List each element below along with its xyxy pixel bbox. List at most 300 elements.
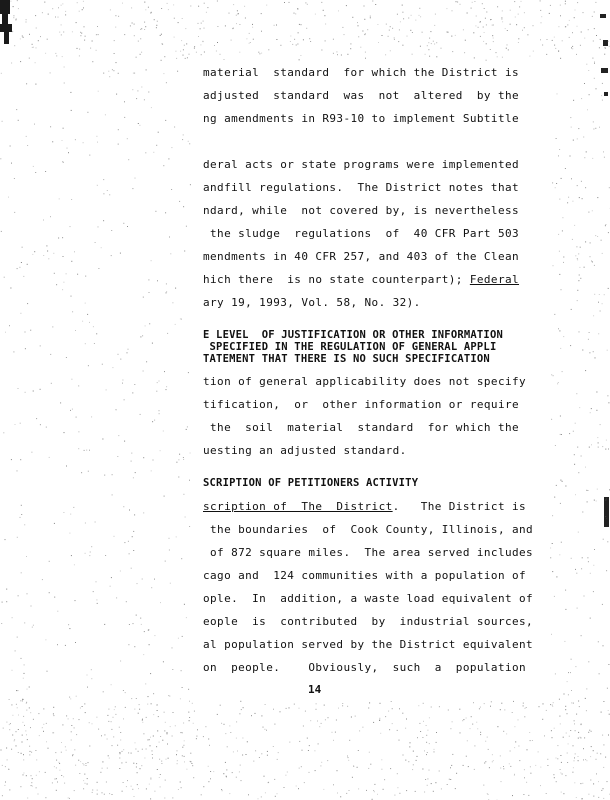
speckle: [66, 357, 67, 358]
speckle: [52, 8, 53, 9]
speckle: [574, 17, 575, 18]
speckle: [249, 43, 250, 44]
speckle: [22, 36, 23, 37]
speckle: [173, 712, 174, 713]
speckle: [556, 485, 557, 486]
speckle: [178, 638, 179, 639]
speckle: [142, 722, 143, 723]
speckle: [575, 730, 576, 731]
speckle: [429, 717, 430, 718]
speckle: [194, 711, 195, 712]
speckle: [146, 717, 147, 718]
speckle: [302, 750, 303, 751]
speckle: [165, 722, 166, 723]
speckle: [50, 354, 51, 355]
speckle: [310, 41, 311, 42]
speckle: [31, 782, 32, 783]
speckle: [68, 624, 69, 625]
speckle: [575, 666, 576, 667]
speckle: [265, 792, 266, 793]
speckle: [149, 784, 150, 785]
speckle: [183, 745, 184, 746]
speckle: [587, 501, 588, 502]
speckle: [135, 472, 136, 473]
speckle: [475, 25, 476, 26]
speckle: [119, 768, 120, 769]
speckle: [429, 743, 430, 744]
speckle: [185, 28, 186, 29]
speckle: [208, 739, 209, 740]
speckle: [174, 37, 175, 38]
speckle: [593, 121, 594, 122]
speckle: [397, 787, 398, 788]
speckle: [224, 59, 225, 60]
speckle: [561, 178, 562, 179]
speckle: [150, 745, 151, 746]
speckle: [502, 21, 503, 22]
speckle: [595, 128, 596, 129]
speckle: [85, 523, 86, 524]
speckle: [31, 606, 32, 607]
speckle: [170, 583, 171, 584]
speckle: [142, 720, 143, 721]
speckle: [526, 707, 527, 708]
speckle: [422, 32, 423, 33]
speckle: [143, 733, 144, 734]
speckle: [560, 480, 561, 481]
speckle: [500, 709, 501, 710]
speckle: [321, 723, 322, 724]
speckle: [88, 471, 89, 472]
speckle: [493, 25, 494, 26]
speckle: [166, 82, 167, 83]
speckle: [73, 718, 74, 719]
speckle: [603, 788, 604, 789]
speckle: [36, 418, 37, 419]
speckle: [128, 752, 129, 753]
text-line: ndard, while not covered by, is nevertheless: [203, 204, 520, 217]
speckle: [35, 172, 36, 173]
speckle: [598, 447, 599, 448]
speckle: [24, 524, 25, 525]
speckle: [490, 49, 491, 50]
speckle: [309, 745, 310, 746]
speckle: [87, 675, 88, 676]
speckle: [558, 234, 559, 235]
speckle: [436, 732, 437, 733]
speckle: [16, 690, 17, 691]
speckle: [138, 788, 139, 789]
speckle: [125, 707, 126, 708]
speckle: [167, 333, 168, 334]
speckle: [602, 100, 603, 101]
speckle: [420, 731, 421, 732]
speckle: [89, 322, 90, 323]
speckle: [410, 742, 411, 743]
speckle: [370, 764, 371, 765]
speckle: [26, 22, 27, 23]
speckle: [26, 556, 27, 557]
speckle: [557, 745, 558, 746]
speckle: [1, 750, 2, 751]
speckle: [483, 785, 484, 786]
speckle: [61, 24, 62, 25]
speckle: [12, 31, 13, 32]
speckle: [594, 78, 595, 79]
speckle: [589, 352, 590, 353]
speckle: [512, 712, 513, 713]
speckle: [229, 793, 230, 794]
speckle: [29, 34, 30, 35]
speckle: [558, 26, 559, 27]
speckle: [407, 36, 408, 37]
speckle: [403, 755, 404, 756]
speckle: [160, 35, 161, 36]
speckle: [192, 765, 193, 766]
speckle: [298, 32, 299, 33]
speckle: [251, 715, 252, 716]
speckle: [264, 729, 265, 730]
speckle: [189, 717, 190, 718]
speckle: [232, 772, 233, 773]
speckle: [578, 732, 579, 733]
speckle: [46, 741, 47, 742]
speckle: [139, 704, 140, 705]
speckle: [1, 623, 2, 624]
speckle: [250, 42, 251, 43]
speckle: [84, 26, 85, 27]
speckle: [165, 120, 166, 121]
speckle: [554, 45, 555, 46]
speckle: [550, 5, 551, 6]
speckle: [287, 772, 288, 773]
speckle: [546, 793, 547, 794]
speckle: [183, 459, 184, 460]
speckle: [557, 383, 558, 384]
speckle: [563, 262, 564, 263]
speckle: [608, 664, 609, 665]
speckle: [542, 719, 543, 720]
speckle: [164, 798, 165, 799]
speckle: [597, 489, 598, 490]
speckle: [69, 533, 70, 534]
speckle: [593, 783, 594, 784]
speckle: [590, 756, 591, 757]
speckle: [540, 785, 541, 786]
section-heading-line: SPECIFIED IN THE REGULATION OF GENERAL APPLI: [203, 341, 497, 353]
speckle: [605, 48, 606, 49]
speckle: [125, 692, 126, 693]
speckle: [71, 731, 72, 732]
speckle: [492, 35, 493, 36]
speckle: [160, 450, 161, 451]
speckle: [299, 24, 300, 25]
speckle: [392, 28, 393, 29]
speckle: [79, 49, 80, 50]
speckle: [428, 42, 429, 43]
speckle: [7, 759, 8, 760]
speckle: [286, 708, 287, 709]
speckle: [96, 50, 97, 51]
speckle: [21, 505, 22, 506]
speckle: [132, 392, 133, 393]
speckle: [585, 467, 586, 468]
speckle: [571, 178, 572, 179]
speckle: [87, 687, 88, 688]
speckle: [412, 32, 413, 33]
speckle: [338, 10, 339, 11]
speckle: [590, 618, 591, 619]
speckle: [167, 732, 168, 733]
speckle: [196, 736, 197, 737]
speckle: [131, 461, 132, 462]
speckle: [415, 20, 416, 21]
speckle: [559, 330, 560, 331]
speckle: [141, 765, 142, 766]
speckle: [152, 758, 153, 759]
speckle: [111, 684, 112, 685]
speckle: [492, 754, 493, 755]
speckle: [596, 35, 597, 36]
speckle: [560, 5, 561, 6]
speckle: [55, 17, 56, 18]
speckle: [419, 8, 420, 9]
speckle: [585, 698, 586, 699]
speckle: [541, 16, 542, 17]
speckle: [253, 39, 254, 40]
speckle: [32, 47, 33, 48]
speckle: [565, 486, 566, 487]
speckle: [596, 773, 597, 774]
speckle: [328, 717, 329, 718]
speckle: [6, 601, 7, 602]
speckle: [565, 590, 566, 591]
speckle: [422, 769, 423, 770]
speckle: [152, 750, 153, 751]
speckle: [183, 49, 184, 50]
speckle: [574, 225, 575, 226]
speckle: [189, 720, 190, 721]
speckle: [182, 139, 183, 140]
speckle: [577, 259, 578, 260]
speckle: [575, 753, 576, 754]
speckle: [324, 705, 325, 706]
speckle: [20, 38, 21, 39]
speckle: [1, 73, 2, 74]
speckle: [360, 47, 361, 48]
speckle: [68, 797, 69, 798]
speckle: [500, 755, 501, 756]
speckle: [179, 201, 180, 202]
speckle: [552, 515, 553, 516]
speckle: [85, 303, 86, 304]
speckle: [47, 39, 48, 40]
speckle: [18, 120, 19, 121]
speckle: [22, 722, 23, 723]
speckle: [289, 2, 290, 3]
speckle: [12, 735, 13, 736]
speckle: [63, 282, 64, 283]
speckle: [143, 371, 144, 372]
speckle: [590, 780, 591, 781]
speckle: [136, 763, 137, 764]
speckle: [608, 449, 609, 450]
speckle: [124, 441, 125, 442]
section-heading-line: SCRIPTION OF PETITIONERS ACTIVITY: [203, 477, 419, 489]
speckle: [598, 781, 599, 782]
speckle: [391, 701, 392, 702]
speckle: [550, 704, 551, 705]
speckle: [594, 294, 595, 295]
speckle: [596, 410, 597, 411]
speckle: [579, 706, 580, 707]
speckle: [592, 261, 593, 262]
speckle: [428, 49, 429, 50]
speckle: [188, 372, 189, 373]
speckle: [347, 756, 348, 757]
speckle: [479, 22, 480, 23]
speckle: [399, 793, 400, 794]
speckle: [594, 28, 595, 29]
speckle: [32, 627, 33, 628]
speckle: [572, 32, 573, 33]
speckle: [171, 147, 172, 148]
speckle: [280, 45, 281, 46]
speckle: [23, 754, 24, 755]
speckle: [174, 18, 175, 19]
speckle: [190, 761, 191, 762]
speckle: [19, 267, 20, 268]
speckle: [552, 543, 553, 544]
speckle: [503, 731, 504, 732]
speckle: [191, 763, 192, 764]
speckle: [158, 132, 159, 133]
speckle: [111, 230, 112, 231]
speckle: [70, 226, 71, 227]
speckle: [110, 9, 111, 10]
speckle: [52, 732, 53, 733]
speckle: [102, 792, 103, 793]
speckle: [553, 774, 554, 775]
speckle: [593, 796, 594, 797]
speckle: [490, 706, 491, 707]
speckle: [84, 450, 85, 451]
speckle: [18, 8, 19, 9]
text-line: the sludge regulations of 40 CFR Part 503: [203, 227, 520, 240]
speckle: [103, 220, 104, 221]
text-line: cago and 124 communities with a population of: [203, 569, 527, 582]
speckle: [304, 782, 305, 783]
speckle: [385, 54, 386, 55]
speckle: [397, 14, 398, 15]
speckle: [580, 783, 581, 784]
speckle: [529, 56, 530, 57]
speckle: [573, 431, 574, 432]
speckle: [36, 775, 37, 776]
speckle: [567, 762, 568, 763]
speckle: [31, 752, 32, 753]
speckle: [209, 745, 210, 746]
speckle: [603, 539, 604, 540]
speckle: [14, 45, 15, 46]
speckle: [68, 718, 69, 719]
speckle: [480, 707, 481, 708]
speckle: [26, 136, 27, 137]
speckle: [61, 752, 62, 753]
speckle: [150, 798, 151, 799]
speckle: [419, 723, 420, 724]
speckle: [300, 55, 301, 56]
speckle: [239, 713, 240, 714]
speckle: [59, 32, 60, 33]
speckle: [577, 138, 578, 139]
speckle: [140, 38, 141, 39]
speckle: [73, 507, 74, 508]
speckle: [115, 714, 116, 715]
speckle: [521, 1, 522, 2]
speckle: [30, 712, 31, 713]
speckle: [166, 292, 167, 293]
speckle: [157, 382, 158, 383]
speckle: [132, 89, 133, 90]
speckle: [55, 752, 56, 753]
speckle: [76, 417, 77, 418]
speckle: [48, 14, 49, 15]
speckle: [160, 602, 161, 603]
speckle: [142, 579, 143, 580]
speckle: [26, 775, 27, 776]
speckle: [13, 351, 14, 352]
speckle: [595, 2, 596, 3]
speckle: [183, 723, 184, 724]
speckle: [515, 17, 516, 18]
speckle: [30, 727, 31, 728]
speckle: [176, 58, 177, 59]
speckle: [573, 767, 574, 768]
speckle: [210, 771, 211, 772]
speckle: [601, 95, 602, 96]
speckle: [342, 703, 343, 704]
speckle: [13, 6, 14, 7]
speckle: [408, 761, 409, 762]
speckle: [102, 768, 103, 769]
speckle: [456, 1, 457, 2]
speckle: [207, 7, 208, 8]
speckle: [81, 472, 82, 473]
speckle: [120, 753, 121, 754]
speckle: [180, 51, 181, 52]
speckle: [333, 39, 334, 40]
speckle: [144, 758, 145, 759]
speckle: [223, 773, 224, 774]
speckle: [583, 759, 584, 760]
speckle: [144, 29, 145, 30]
speckle: [588, 561, 589, 562]
speckle: [427, 778, 428, 779]
speckle: [426, 725, 427, 726]
speckle: [92, 41, 93, 42]
speckle: [226, 769, 227, 770]
speckle: [558, 328, 559, 329]
speckle: [136, 98, 137, 99]
speckle: [26, 702, 27, 703]
speckle: [480, 734, 481, 735]
speckle: [553, 375, 554, 376]
speckle: [66, 466, 67, 467]
speckle: [583, 748, 584, 749]
speckle: [13, 15, 14, 16]
speckle: [49, 592, 50, 593]
